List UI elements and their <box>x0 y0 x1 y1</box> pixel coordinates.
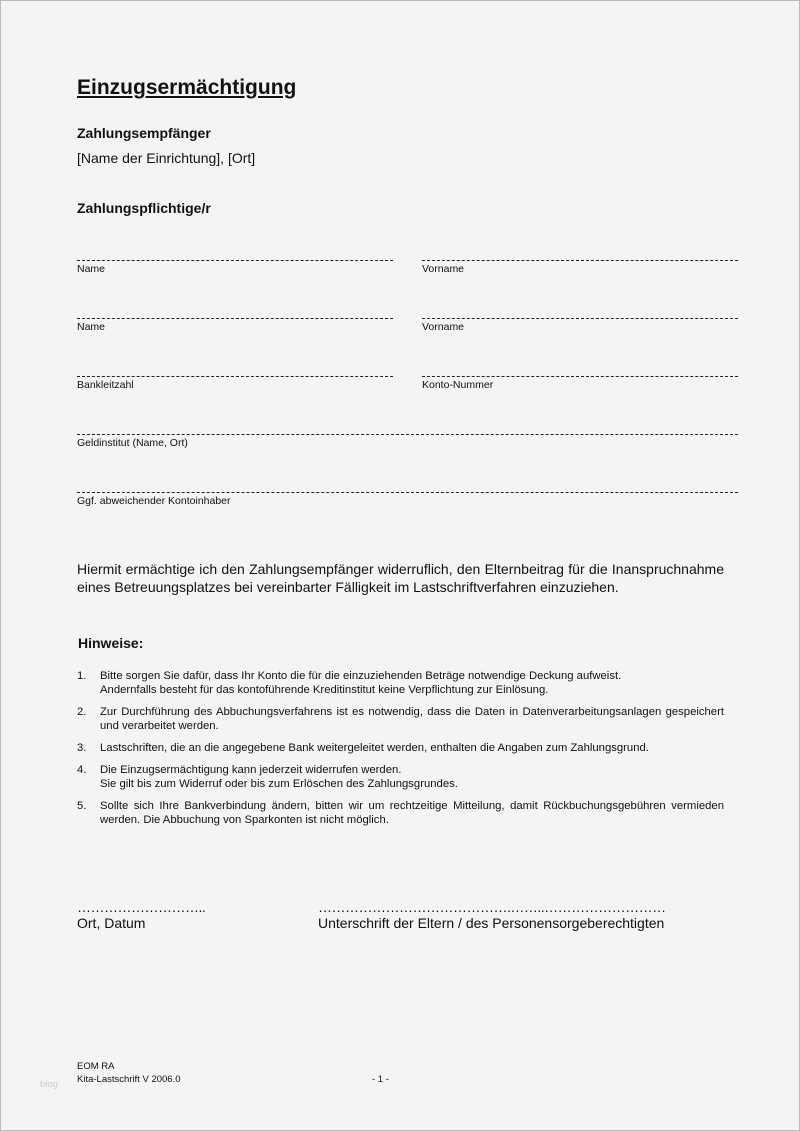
date-signature-line[interactable]: ……………………….. <box>77 899 206 915</box>
document-title: Einzugsermächtigung <box>77 76 297 99</box>
list-item <box>77 669 724 697</box>
vorname-field-line-1[interactable] <box>422 260 738 261</box>
item-number: 3. <box>77 742 87 754</box>
item-text: Lastschriften, die an die angegebene Bank weitergeleitet werden, enthalten die Angaben zum Zahlungsgrund. <box>100 742 649 754</box>
name-label-1: Name <box>77 263 106 275</box>
institut-label: Geldinstitut (Name, Ort) <box>77 437 188 449</box>
vorname-field-line-2[interactable] <box>422 318 738 319</box>
item-text: Zur Durchführung des Abbuchungsverfahrens ist es notwendig, dass die Daten in Datenverarbeitungsanlagen gespeichert und verarbeitet werden. <box>100 706 724 732</box>
watermark: blog <box>40 1079 58 1090</box>
payee-value: [Name der Einrichtung], [Ort] <box>77 150 256 166</box>
authorization-text: Hiermit ermächtige ich den Zahlungsempfänger widerruflich, den Elternbeitrag für die Inanspruchnahme eines Betreuungsplatzes bei vereinbarter Fälligkeit im Lastschriftverfahren einzuziehen. <box>77 561 724 595</box>
item-number: 2. <box>77 706 87 718</box>
item-text-2: Andernfalls besteht für das kontoführende Kreditinstitut keine Verpflichtung zur Einlösung. <box>100 684 549 696</box>
konto-label: Konto-Nummer <box>422 379 494 391</box>
inhaber-label: Ggf. abweichender Kontoinhaber <box>77 495 231 507</box>
footer-line-2: Kita-Lastschrift V 2006.0 <box>77 1074 181 1085</box>
inhaber-field-line[interactable] <box>77 492 738 493</box>
list-item <box>77 763 724 791</box>
date-label: Ort, Datum <box>77 915 146 931</box>
item-number: 5. <box>77 800 87 812</box>
item-text: Bitte sorgen Sie dafür, dass Ihr Konto die für die einzuziehenden Beträge notwendige Deckung aufweist. <box>100 670 622 682</box>
notes-list <box>77 669 724 835</box>
notes-heading: Hinweise: <box>78 635 144 651</box>
item-number: 1. <box>77 670 87 682</box>
konto-field-line[interactable] <box>422 376 738 377</box>
item-text: Die Einzugsermächtigung kann jederzeit widerrufen werden. <box>100 764 402 776</box>
blz-field-line[interactable] <box>77 376 393 377</box>
page-number: - 1 - <box>372 1074 389 1085</box>
footer-line-1: EOM RA <box>77 1061 115 1072</box>
parent-signature-line[interactable]: …………………………………….……..……………………… <box>318 899 666 915</box>
payer-heading: Zahlungspflichtige/r <box>77 200 211 216</box>
signature-label: Unterschrift der Eltern / des Personensorgeberechtigten <box>318 915 665 931</box>
list-item <box>77 705 724 733</box>
vorname-label-1: Vorname <box>422 263 465 275</box>
institut-field-line[interactable] <box>77 434 738 435</box>
list-item <box>77 799 724 827</box>
name-field-line-1[interactable] <box>77 260 393 261</box>
item-text-2: Sie gilt bis zum Widerruf oder bis zum Erlöschen des Zahlungsgrundes. <box>100 778 458 790</box>
item-text: Sollte sich Ihre Bankverbindung ändern, bitten wir um rechtzeitige Mitteilung, damit Rückbuchungsgebühren vermieden werden. Die Abbuchung von Sparkonten ist nicht möglich. <box>100 800 724 826</box>
list-item <box>77 741 724 755</box>
payee-heading: Zahlungsempfänger <box>77 125 211 141</box>
item-number: 4. <box>77 764 87 776</box>
name-label-2: Name <box>77 321 106 333</box>
blz-label: Bankleitzahl <box>77 379 134 391</box>
vorname-label-2: Vorname <box>422 321 465 333</box>
name-field-line-2[interactable] <box>77 318 393 319</box>
